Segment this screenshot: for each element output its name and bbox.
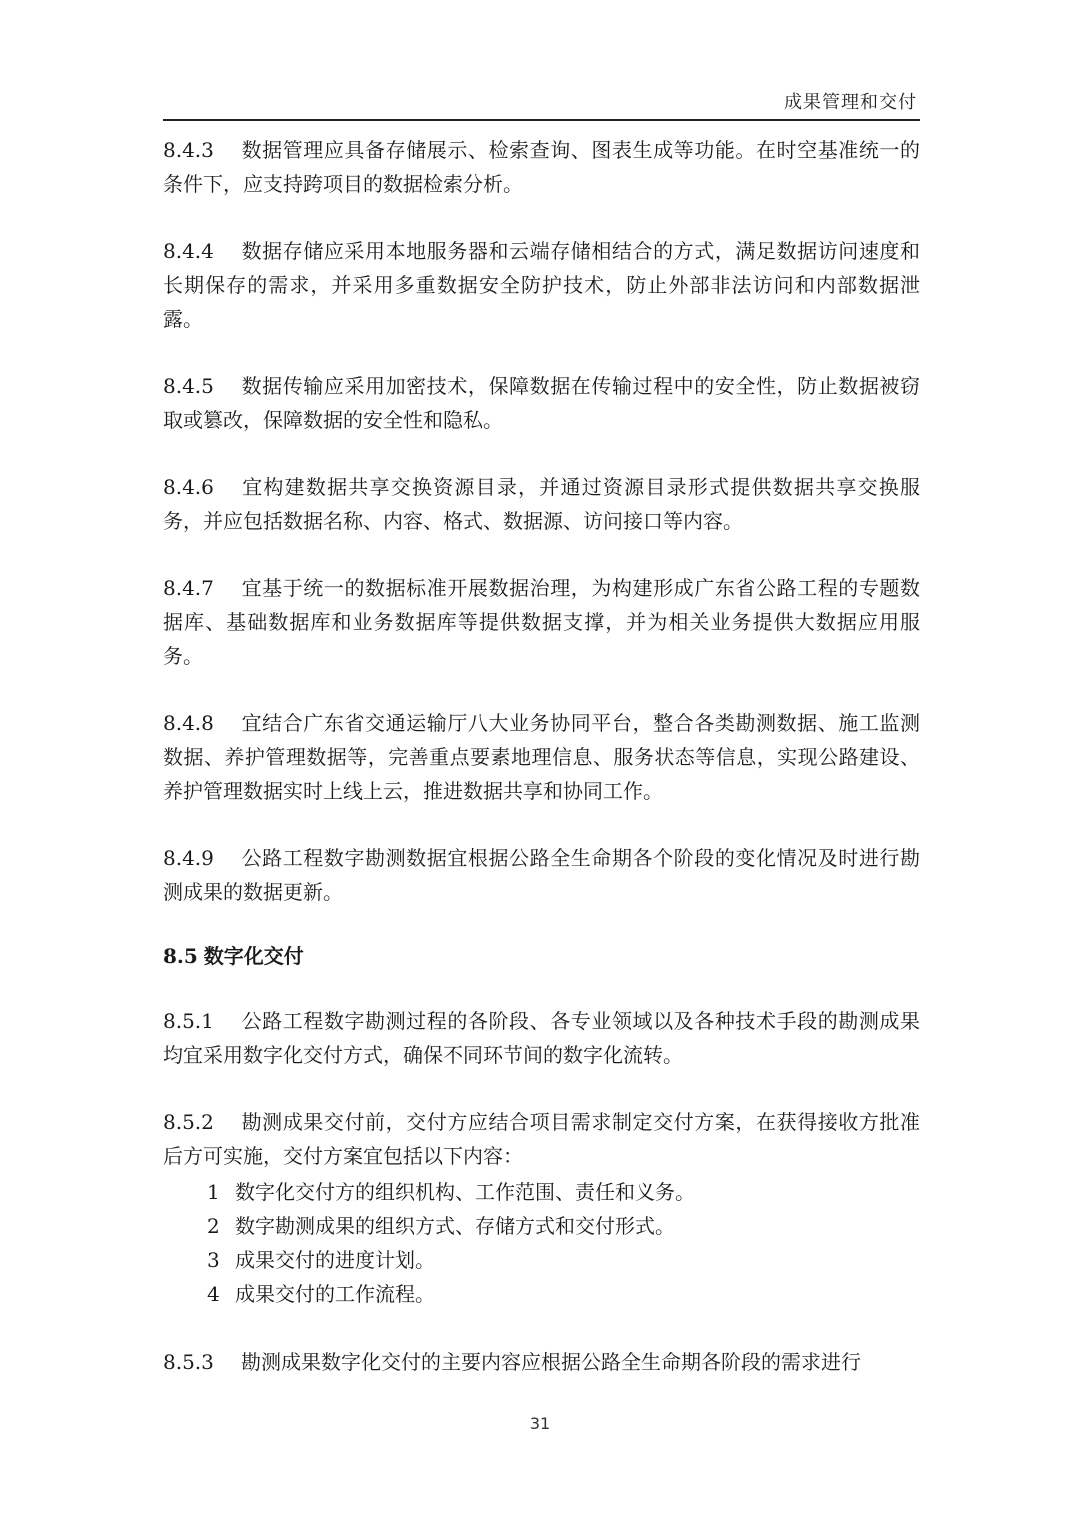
clause-text: 公路工程数字勘测过程的各阶段、各专业领域以及各种技术手段的勘测成果均宜采用数字化交付方式，确保不同环节间的数字化流转。 <box>163 1009 920 1067</box>
section-heading-8-5 <box>163 939 920 973</box>
list-item <box>163 1175 920 1209</box>
list-item-text: 数字化交付方的组织机构、工作范围、责任和义务。 <box>235 1180 695 1204</box>
header-rule <box>163 119 920 121</box>
clause-number: 8.5.1 <box>163 1009 214 1033</box>
clause-number: 8.4.8 <box>163 711 214 735</box>
clause-8-4-9 <box>163 841 920 909</box>
clause-text: 数据管理应具备存储展示、检索查询、图表生成等功能。在时空基准统一的条件下，应支持跨项目的数据检索分析。 <box>163 138 920 196</box>
list-item-text: 数字勘测成果的组织方式、存储方式和交付形式。 <box>235 1214 675 1238</box>
clause-8-5-3 <box>163 1345 920 1379</box>
clause-number: 8.4.7 <box>163 576 214 600</box>
clause-number: 8.5.3 <box>163 1350 214 1374</box>
list-item <box>163 1209 920 1243</box>
list-item-text: 成果交付的工作流程。 <box>235 1282 435 1306</box>
clause-8-4-7 <box>163 571 920 673</box>
running-header-title: 成果管理和交付 <box>784 92 917 113</box>
clause-number: 8.4.4 <box>163 239 214 263</box>
clause-8-4-6 <box>163 470 920 538</box>
clause-number: 8.4.5 <box>163 374 214 398</box>
list-item-index: 4 <box>207 1282 220 1306</box>
clause-8-4-5 <box>163 369 920 437</box>
page-content <box>163 133 920 1412</box>
clause-8-4-8 <box>163 706 920 808</box>
list-item-index: 2 <box>207 1214 220 1238</box>
clause-number: 8.4.6 <box>163 475 214 499</box>
clause-8-5-1 <box>163 1004 920 1072</box>
delivery-plan-list <box>163 1175 920 1311</box>
list-item <box>163 1277 920 1311</box>
clause-text: 数据传输应采用加密技术，保障数据在传输过程中的安全性，防止数据被窃取或篡改，保障数据的安全性和隐私。 <box>163 374 920 432</box>
clause-number: 8.4.3 <box>163 138 214 162</box>
clause-text: 宜构建数据共享交换资源目录，并通过资源目录形式提供数据共享交换服务，并应包括数据名称、内容、格式、数据源、访问接口等内容。 <box>163 475 920 533</box>
clause-8-5-2 <box>163 1105 920 1173</box>
clause-8-4-3 <box>163 133 920 201</box>
list-item-text: 成果交付的进度计划。 <box>235 1248 435 1272</box>
list-item <box>163 1243 920 1277</box>
clause-text: 宜基于统一的数据标准开展数据治理，为构建形成广东省公路工程的专题数据库、基础数据库和业务数据库等提供数据支撑，并为相关业务提供大数据应用服务。 <box>163 576 920 668</box>
page-number: 31 <box>529 1414 551 1433</box>
clause-text: 勘测成果交付前，交付方应结合项目需求制定交付方案，在获得接收方批准后方可实施，交付方案宜包括以下内容： <box>163 1110 920 1168</box>
clause-text: 宜结合广东省交通运输厅八大业务协同平台，整合各类勘测数据、施工监测数据、养护管理数据等，完善重点要素地理信息、服务状态等信息，实现公路建设、养护管理数据实时上线上云，推进数据共享和协同工作。 <box>163 711 920 803</box>
section-title: 数字化交付 <box>203 944 304 968</box>
clause-text: 数据存储应采用本地服务器和云端存储相结合的方式，满足数据访问速度和长期保存的需求，并采用多重数据安全防护技术，防止外部非法访问和内部数据泄露。 <box>163 239 920 331</box>
clause-8-4-4 <box>163 234 920 336</box>
clause-number: 8.4.9 <box>163 846 214 870</box>
clause-text: 公路工程数字勘测数据宜根据公路全生命期各个阶段的变化情况及时进行勘测成果的数据更新。 <box>163 846 920 904</box>
clause-text: 勘测成果数字化交付的主要内容应根据公路全生命期各阶段的需求进行 <box>241 1350 861 1374</box>
list-item-index: 1 <box>207 1180 220 1204</box>
clause-number: 8.5.2 <box>163 1110 214 1134</box>
section-number: 8.5 <box>163 944 198 968</box>
list-item-index: 3 <box>207 1248 220 1272</box>
